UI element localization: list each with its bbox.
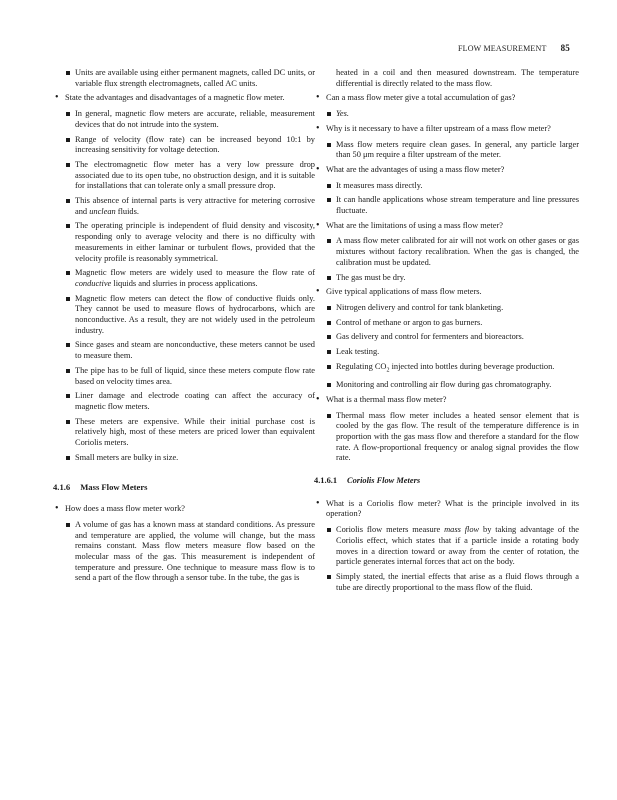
answer-item: Gas delivery and control for fermenters and bioreactors. [314, 332, 579, 343]
emphasis: Yes. [336, 109, 349, 119]
text-span: Regulating CO [336, 361, 387, 371]
text-span: Magnetic flow meters are widely used to measure the flow rate of [75, 268, 315, 278]
answer-item: The operating principle is independent of fluid density and viscosity, responding only to average velocity and there is no difficulty with measurements in either laminar or turbulent flows, provided that the velocity profile is reasonably symmetrical. [53, 221, 315, 264]
running-header [458, 43, 570, 53]
text-span: fluids. [115, 206, 139, 216]
question-item: • What are the limitations of using a mass flow meter? [314, 221, 579, 232]
answer-item: The pipe has to be full of liquid, since these meters compute flow rate based on velocity times area. [53, 366, 315, 387]
answer-item: These meters are expensive. While their initial purchase cost is relatively high, most of these meters are priced lower than equivalent Coriolis meters. [53, 417, 315, 449]
subsection-title: Coriolis Flow Meters [347, 476, 421, 486]
section-title: Mass Flow Meters [80, 481, 148, 492]
text-span: This absence of internal parts is very attractive for metering corrosive and [75, 196, 315, 216]
question-item: • What are the advantages of using a mass flow meter? [314, 165, 579, 176]
answer-item [53, 196, 315, 217]
section-number: 4.1.6 [53, 481, 71, 492]
text-span: liquids and slurries in process applications. [111, 278, 258, 288]
answer-item [314, 109, 579, 120]
answer-item [53, 268, 315, 289]
left-column [53, 68, 315, 588]
answer-item: Since gases and steam are nonconductive, these meters cannot be used to measure them. [53, 340, 315, 361]
answer-item: Leak testing. [314, 347, 579, 358]
question-item: • What is a Coriolis flow meter? What is the principle involved in its operation? [314, 499, 579, 520]
answer-item: A volume of gas has a known mass at standard conditions. As pressure and temperature are applied, the volume will change, but the mass remains constant. Mass flow meters measure flow based on the molecular mass of the gas. This measurement is independent of temperature and pressure. One technique to measure mass flow is to send a part of the flow through a sensor tube. In the tube, the gas is [53, 520, 315, 584]
question-item: • Give typical applications of mass flow meters. [314, 287, 579, 298]
answer-item: Liner damage and electrode coating can affect the accuracy of magnetic flow meters. [53, 391, 315, 412]
emphasis: conductive [75, 278, 112, 288]
page-number: 85 [560, 43, 570, 53]
text-span: by taking advantage of the Coriolis effect, which states that if a particle inside a rotating body moves in a direction toward or away from the center of rotation, the particle generates internal forces that act on the body. [336, 525, 579, 567]
answer-item: Mass flow meters require clean gases. In general, any particle larger than 50 μm require a filter upstream of the meter. [314, 140, 579, 161]
answer-item: Small meters are bulky in size. [53, 453, 315, 464]
answer-item: It can handle applications whose stream temperature and line pressures fluctuate. [314, 195, 579, 216]
answer-item: Units are available using either permanent magnets, called DC units, or variable flux strength electromagnets, called AC units. [53, 68, 315, 89]
question-item: • How does a mass flow meter work? [53, 504, 315, 515]
text-span: injected into bottles during beverage production. [389, 361, 555, 371]
answer-item: The electromagnetic flow meter has a very low pressure drop associated due to its open tube, no obstruction design, and it is suitable for installations that can tolerate only a small pressure drop. [53, 160, 315, 192]
answer-item [314, 362, 579, 376]
text-span: Coriolis flow meters measure [336, 525, 445, 535]
subscript: 2 [386, 367, 390, 374]
answer-item: In general, magnetic flow meters are accurate, reliable, measurement devices that do not intrude into the system. [53, 109, 315, 130]
emphasis: mass flow [444, 525, 480, 535]
answer-item: The gas must be dry. [314, 273, 579, 284]
section-heading [53, 482, 315, 493]
question-item: • What is a thermal mass flow meter? [314, 395, 579, 406]
question-item: • Can a mass flow meter give a total accumulation of gas? [314, 93, 579, 104]
answer-item: Nitrogen delivery and control for tank blanketing. [314, 303, 579, 314]
answer-item: Simply stated, the inertial effects that arise as a fluid flows through a tube are directly proportional to the mass flow of the fluid. [314, 572, 579, 593]
subsection-heading [314, 476, 579, 487]
answer-item: Control of methane or argon to gas burners. [314, 318, 579, 329]
question-item: • State the advantages and disadvantages of a magnetic flow meter. [53, 93, 315, 104]
answer-item: A mass flow meter calibrated for air will not work on other gases or gas mixtures without factory recalibration. When the gas is changed, the calibration must be updated. [314, 236, 579, 268]
question-item: • Why is it necessary to have a filter upstream of a mass flow meter? [314, 124, 579, 135]
answer-item [314, 525, 579, 568]
answer-item: Thermal mass flow meter includes a heated sensor element that is cooled by the gas flow. The result of the temperature difference is in proportion with the gas mass flow and therefore a standard for the flow rate. A flow-proportional frequency or analog signal provides the flow rate. [314, 411, 579, 465]
right-column [314, 68, 579, 597]
answer-item: Monitoring and controlling air flow during gas chromatography. [314, 380, 579, 391]
answer-item: It measures mass directly. [314, 181, 579, 192]
emphasis: unclean [89, 206, 116, 216]
answer-item: Magnetic flow meters can detect the flow of conductive fluids only. They cannot be used to measure flows of hydrocarbons, which are nonconductive. As a result, they are not widely used in the petroleum industry. [53, 294, 315, 337]
continued-text: heated in a coil and then measured downstream. The temperature differential is directly related to the mass flow. [336, 68, 579, 88]
answer-item: Range of velocity (flow rate) can be increased beyond 10:1 by increasing sensitivity for voltage detection. [53, 135, 315, 156]
header-title: FLOW MEASUREMENT [457, 44, 547, 53]
subsection-number: 4.1.6.1 [314, 476, 338, 486]
